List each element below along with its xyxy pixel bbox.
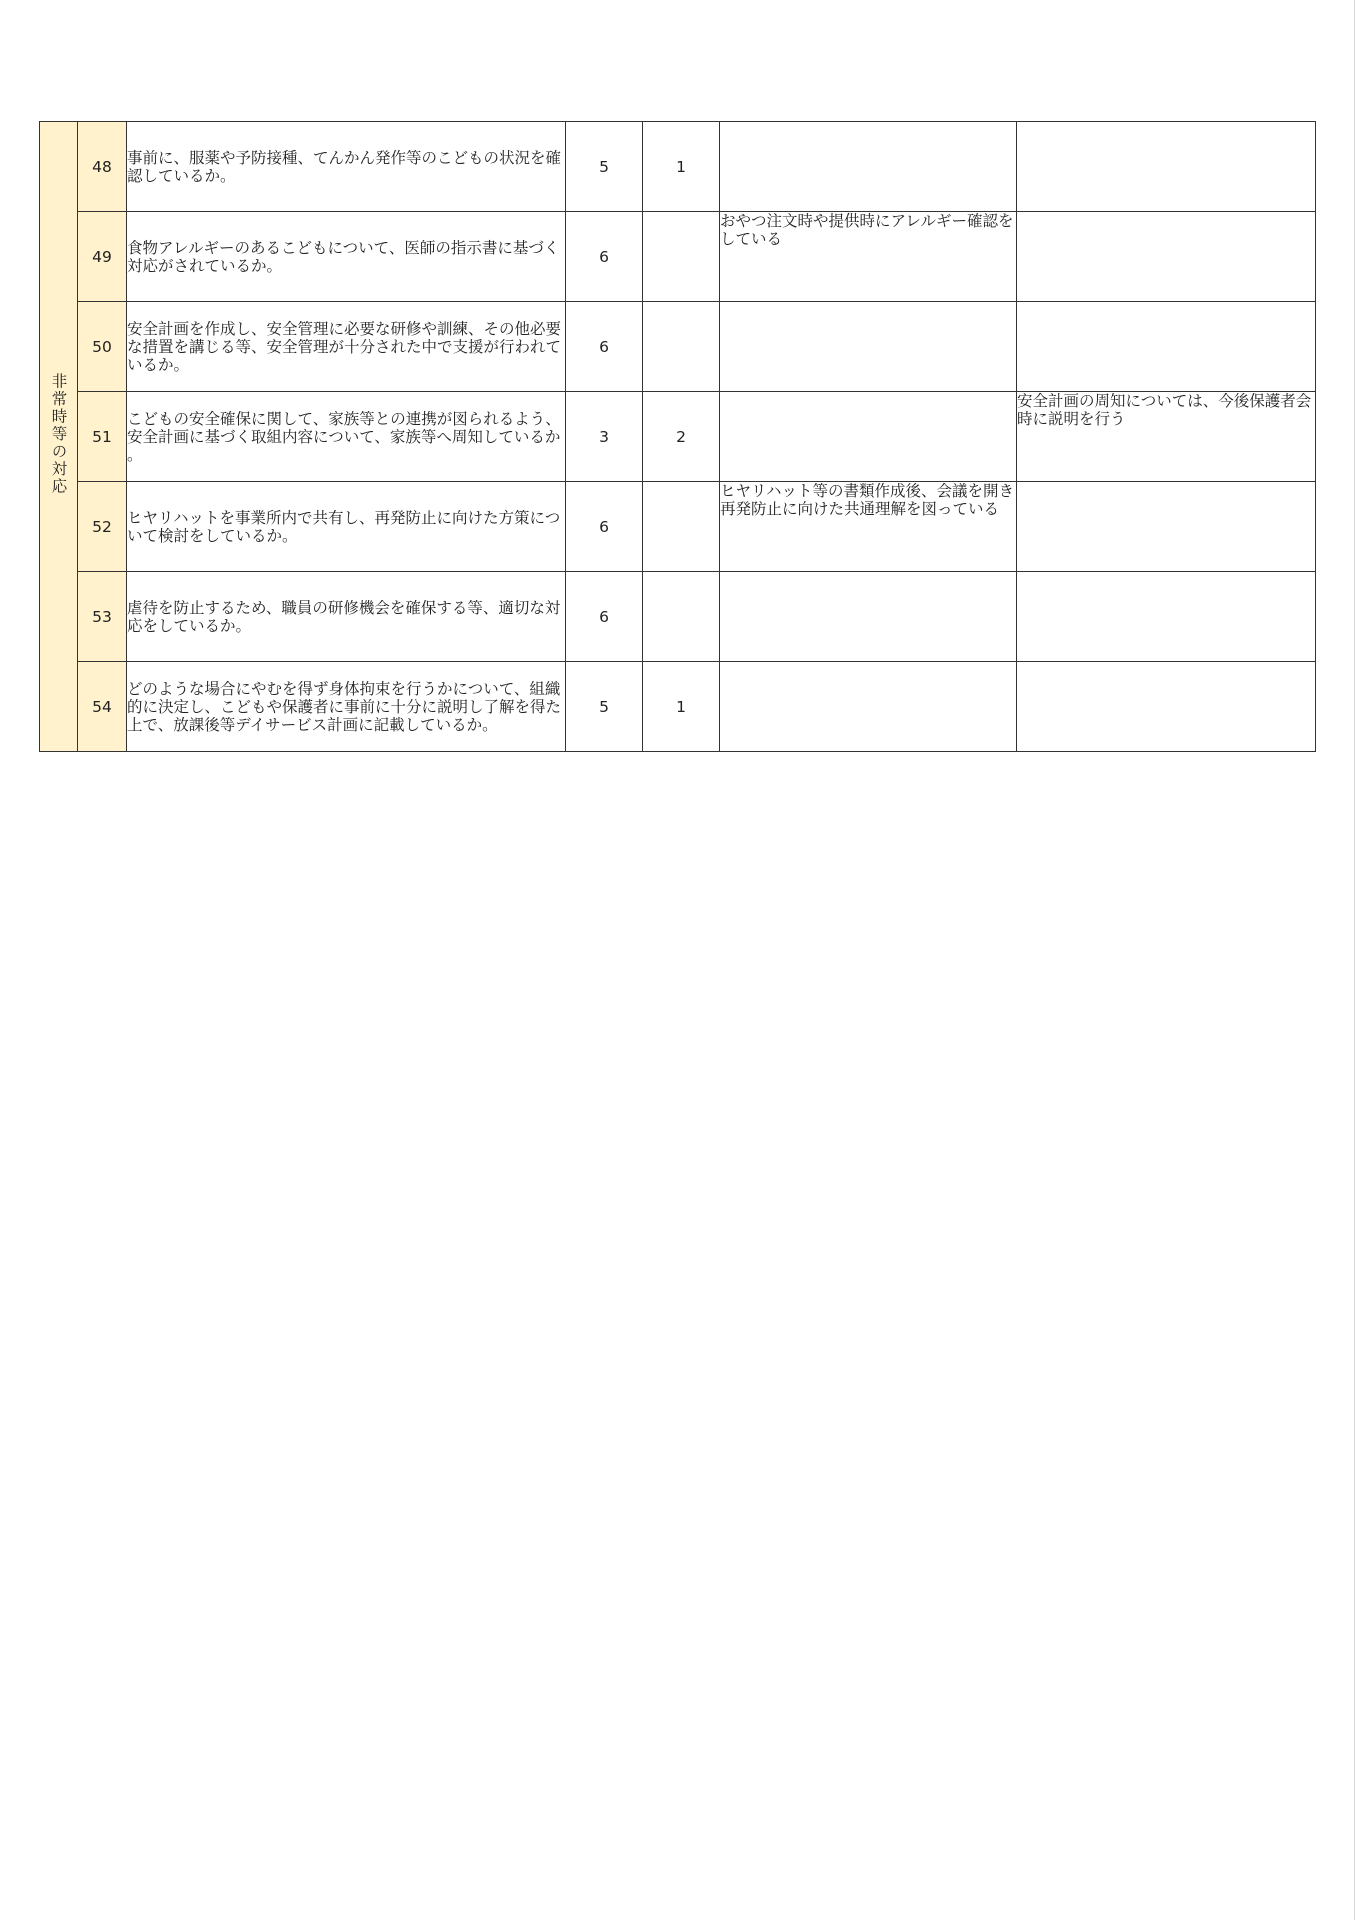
- no-count: [643, 482, 720, 572]
- question-text: 事前に、服薬や予防接種、てんかん発作等のこどもの状況を確認しているか。: [127, 122, 566, 212]
- efforts-text: [720, 392, 1017, 482]
- question-text: 食物アレルギーのあるこどもについて、医師の指示書に基づく対応がされているか。: [127, 212, 566, 302]
- page-edge: [1354, 0, 1355, 1920]
- improvements-text: [1017, 662, 1316, 752]
- item-number: 53: [78, 572, 127, 662]
- improvements-text: 安全計画の周知については、今後保護者会時に説明を行う: [1017, 392, 1316, 482]
- question-text: こどもの安全確保に関して、家族等との連携が図られるよう、安全計画に基づく取組内容について、家族等へ周知しているか 。: [127, 392, 566, 482]
- yes-count: 5: [566, 662, 643, 752]
- improvements-text: [1017, 482, 1316, 572]
- efforts-text: [720, 302, 1017, 392]
- improvements-text: [1017, 572, 1316, 662]
- item-number: 52: [78, 482, 127, 572]
- efforts-text: [720, 122, 1017, 212]
- efforts-text: おやつ注文時や提供時にアレルギー確認をしている: [720, 212, 1017, 302]
- evaluation-table: [39, 121, 1316, 752]
- question-text: ヒヤリハットを事業所内で共有し、再発防止に向けた方策について検討をしているか。: [127, 482, 566, 572]
- question-text: 安全計画を作成し、安全管理に必要な研修や訓練、その他必要な措置を講じる等、安全管理が十分された中で支援が行われているか。: [127, 302, 566, 392]
- no-count: 1: [643, 122, 720, 212]
- item-number: 49: [78, 212, 127, 302]
- item-number: 48: [78, 122, 127, 212]
- item-number: 51: [78, 392, 127, 482]
- no-count: 2: [643, 392, 720, 482]
- table-row: [40, 302, 1316, 392]
- category-cell: [40, 122, 78, 752]
- improvements-text: [1017, 122, 1316, 212]
- table-row: [40, 572, 1316, 662]
- table-row: [40, 482, 1316, 572]
- table-row: [40, 392, 1316, 482]
- yes-count: 6: [566, 482, 643, 572]
- no-count: 1: [643, 662, 720, 752]
- question-text: 虐待を防止するため、職員の研修機会を確保する等、適切な対応をしているか。: [127, 572, 566, 662]
- yes-count: 3: [566, 392, 643, 482]
- question-text: どのような場合にやむを得ず身体拘束を行うかについて、組織的に決定し、こどもや保護者に事前に十分に説明し了解を得た上で、放課後等デイサービス計画に記載しているか。: [127, 662, 566, 752]
- efforts-text: [720, 572, 1017, 662]
- yes-count: 6: [566, 212, 643, 302]
- yes-count: 6: [566, 302, 643, 392]
- table-row: [40, 212, 1316, 302]
- efforts-text: [720, 662, 1017, 752]
- yes-count: 6: [566, 572, 643, 662]
- table-row: [40, 122, 1316, 212]
- item-number: 54: [78, 662, 127, 752]
- category-label: 非常時等の対応: [49, 373, 68, 496]
- no-count: [643, 572, 720, 662]
- improvements-text: [1017, 302, 1316, 392]
- yes-count: 5: [566, 122, 643, 212]
- item-number: 50: [78, 302, 127, 392]
- improvements-text: [1017, 212, 1316, 302]
- no-count: [643, 302, 720, 392]
- efforts-text: ヒヤリハット等の書類作成後、会議を開き再発防止に向けた共通理解を図っている: [720, 482, 1017, 572]
- table-row: [40, 662, 1316, 752]
- no-count: [643, 212, 720, 302]
